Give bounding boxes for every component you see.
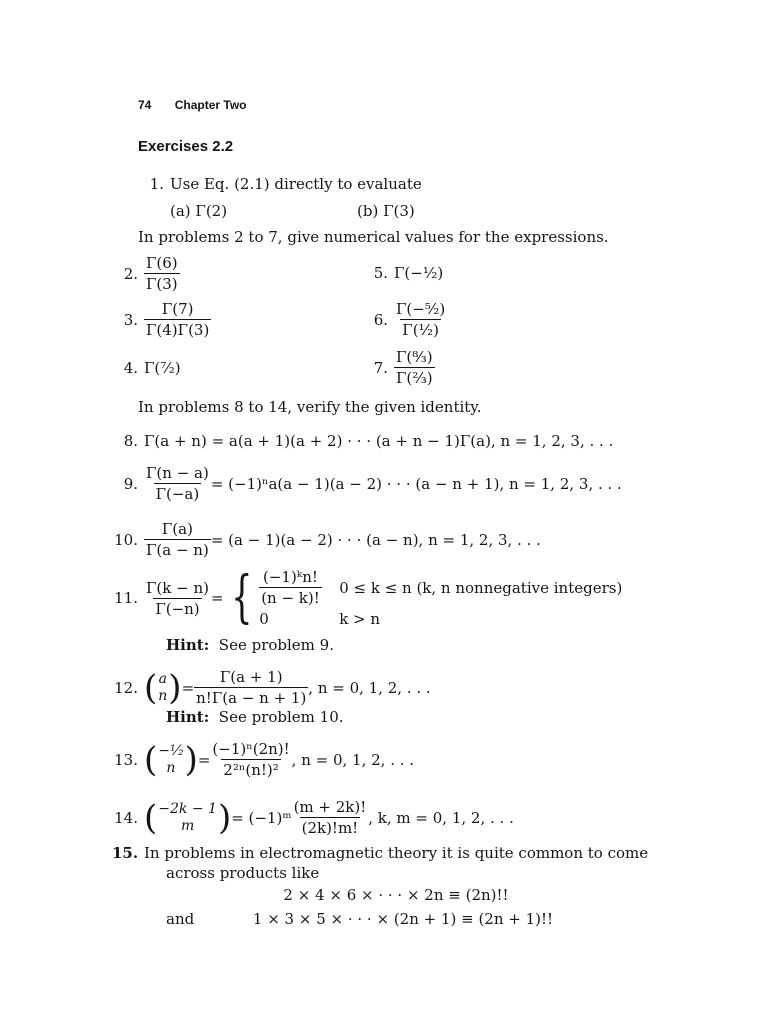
running-header [138, 98, 246, 112]
fraction [394, 300, 447, 339]
binomial-top: a [158, 670, 167, 687]
problem-text: Γ(a + n) = a(a + 1)(a + 2) · · · (a + n − 1)Γ(a), n = 1, 2, 3, . . . [144, 432, 614, 450]
binomial-coefficient: ( −2k − 1 m ) [144, 797, 232, 838]
problem-7 [362, 348, 435, 387]
hint-text: See problem 9. [218, 636, 334, 654]
equals-sign: = [181, 678, 195, 697]
equals-sign: = (−1)ᵐ [231, 808, 292, 827]
numerator: Γ(7) [161, 300, 194, 318]
problem-15 [112, 844, 648, 862]
denominator: Γ(−n) [155, 599, 200, 618]
problem-12 [112, 668, 431, 707]
binomial-top: −2k − 1 [158, 800, 217, 817]
piecewise-cases [259, 568, 622, 628]
numerator: Γ(a) [161, 520, 193, 538]
case-1-fraction [259, 568, 322, 607]
binomial-top: −¹⁄₂ [158, 742, 184, 759]
case-2-condition: k > n [339, 610, 381, 628]
case-2-value: 0 [259, 610, 269, 628]
binomial-bottom: m [180, 817, 195, 834]
fraction [144, 254, 180, 293]
right-hand-side: , n = 0, 1, 2, . . . [291, 750, 415, 769]
numerator: Γ(−⁵⁄₂) [396, 300, 446, 318]
numerator: Γ(6) [146, 254, 178, 272]
problem-number: 4. [123, 359, 138, 377]
problem-number: 7. [373, 358, 388, 377]
case-2 [259, 610, 622, 628]
problem-number: 3. [123, 310, 138, 329]
fraction [144, 520, 211, 559]
case-1-condition: 0 ≤ k ≤ n (k, n nonnegative integers) [339, 578, 623, 597]
problem-number: 12. [114, 678, 138, 697]
hint-label: Hint: [166, 708, 210, 726]
problem-1-part-a: (a) Γ(2) [170, 202, 228, 220]
hint-12 [166, 708, 344, 726]
problem-6 [362, 300, 447, 339]
fraction [194, 668, 308, 707]
problem-number: 15. [112, 844, 139, 862]
formula-even: 2 × 4 × 6 × · · · × 2n ≡ (2n)!! [283, 886, 509, 904]
hint-label: Hint: [166, 636, 210, 654]
problem-text: Use Eq. (2.1) directly to evaluate [170, 175, 422, 193]
numerator: Γ(k − n) [146, 578, 209, 597]
problem-number: 14. [114, 808, 138, 827]
problem-2 [112, 254, 180, 293]
binomial-coefficient: ( −¹⁄₂ n ) [144, 739, 198, 780]
problem-9 [112, 464, 622, 503]
fraction [394, 348, 435, 387]
problem-number: 1. [149, 175, 164, 193]
denominator: Γ(3) [146, 275, 178, 293]
double-factorial-even [0, 886, 768, 904]
instructions-2-7: In problems 2 to 7, give numerical values for the expressions. [138, 228, 609, 246]
numerator: (−1)ⁿ(2n)! [212, 740, 290, 758]
section-title: Exercises 2.2 [138, 138, 234, 155]
hint-text: See problem 10. [218, 708, 344, 726]
denominator: n!Γ(a − n + 1) [196, 689, 307, 707]
denominator: Γ(¹⁄₂) [402, 321, 439, 339]
denominator: Γ(−a) [155, 485, 200, 503]
numerator: (m + 2k)! [293, 798, 367, 816]
denominator: Γ(²⁄₃) [396, 369, 433, 387]
case-1 [259, 568, 622, 607]
denominator: Γ(a − n) [146, 541, 209, 559]
problem-3 [112, 300, 211, 339]
problem-number: 6. [373, 310, 388, 329]
problem-number: 5. [373, 264, 388, 282]
denominator: (2k)!m! [301, 819, 359, 837]
numerator: (−1)ᵏn! [262, 568, 318, 586]
and-label: and [166, 910, 195, 928]
numerator: Γ(⁸⁄₃) [396, 348, 433, 366]
problem-1 [138, 175, 422, 193]
right-hand-side: , n = 0, 1, 2, . . . [308, 678, 431, 697]
denominator: 2²ⁿ(n!)² [223, 761, 279, 779]
binomial-bottom: n [166, 759, 176, 776]
left-brace: { [230, 565, 253, 630]
fraction [210, 740, 291, 779]
right-hand-side: = (a − 1)(a − 2) · · · (a − n), n = 1, 2, 3, . . . [210, 530, 541, 549]
problem-number: 9. [123, 474, 138, 493]
problem-number: 10. [114, 530, 138, 549]
problem-15-line-2: across products like [166, 864, 320, 882]
double-factorial-odd [0, 910, 768, 928]
denominator: Γ(4)Γ(3) [146, 321, 210, 339]
problem-number: 13. [114, 750, 138, 769]
formula-odd: 1 × 3 × 5 × · · · × (2n + 1) ≡ (2n + 1)!! [252, 910, 554, 928]
fraction [144, 464, 211, 503]
problem-10 [112, 520, 541, 559]
right-hand-side: , k, m = 0, 1, 2, . . . [368, 808, 514, 827]
problem-13 [112, 740, 414, 779]
problem-14 [112, 798, 514, 837]
problem-number: 2. [123, 264, 138, 283]
fraction [144, 579, 211, 618]
problem-text: Γ(⁷⁄₂) [144, 359, 181, 377]
page-number: 74 [138, 98, 152, 112]
equals-sign: = [210, 589, 224, 607]
hint-11 [166, 636, 334, 654]
binomial-coefficient: ( a n ) [144, 667, 182, 708]
instructions-8-14: In problems 8 to 14, verify the given identity. [138, 398, 482, 416]
problem-number: 11. [114, 589, 138, 607]
right-hand-side: = (−1)ⁿa(a − 1)(a − 2) · · · (a − n + 1), n = 1, 2, 3, . . . [210, 474, 622, 493]
numerator: Γ(n − a) [146, 464, 209, 482]
equals-sign: = [197, 750, 211, 769]
problem-11 [112, 565, 623, 630]
problem-number: 8. [123, 432, 138, 450]
fraction [144, 300, 211, 339]
binomial-bottom: n [158, 687, 168, 704]
problem-8 [112, 432, 613, 450]
problem-text: Γ(−¹⁄₂) [394, 264, 444, 282]
problem-5 [362, 264, 443, 282]
problem-4 [112, 359, 181, 377]
problem-1-part-b: (b) Γ(3) [357, 202, 415, 220]
denominator: (n − k)! [261, 589, 320, 607]
fraction [292, 798, 369, 837]
numerator: Γ(a + 1) [219, 668, 283, 686]
chapter-title: Chapter Two [174, 98, 247, 112]
problem-text-line-1: In problems in electromagnetic theory it is quite common to come [144, 844, 649, 862]
